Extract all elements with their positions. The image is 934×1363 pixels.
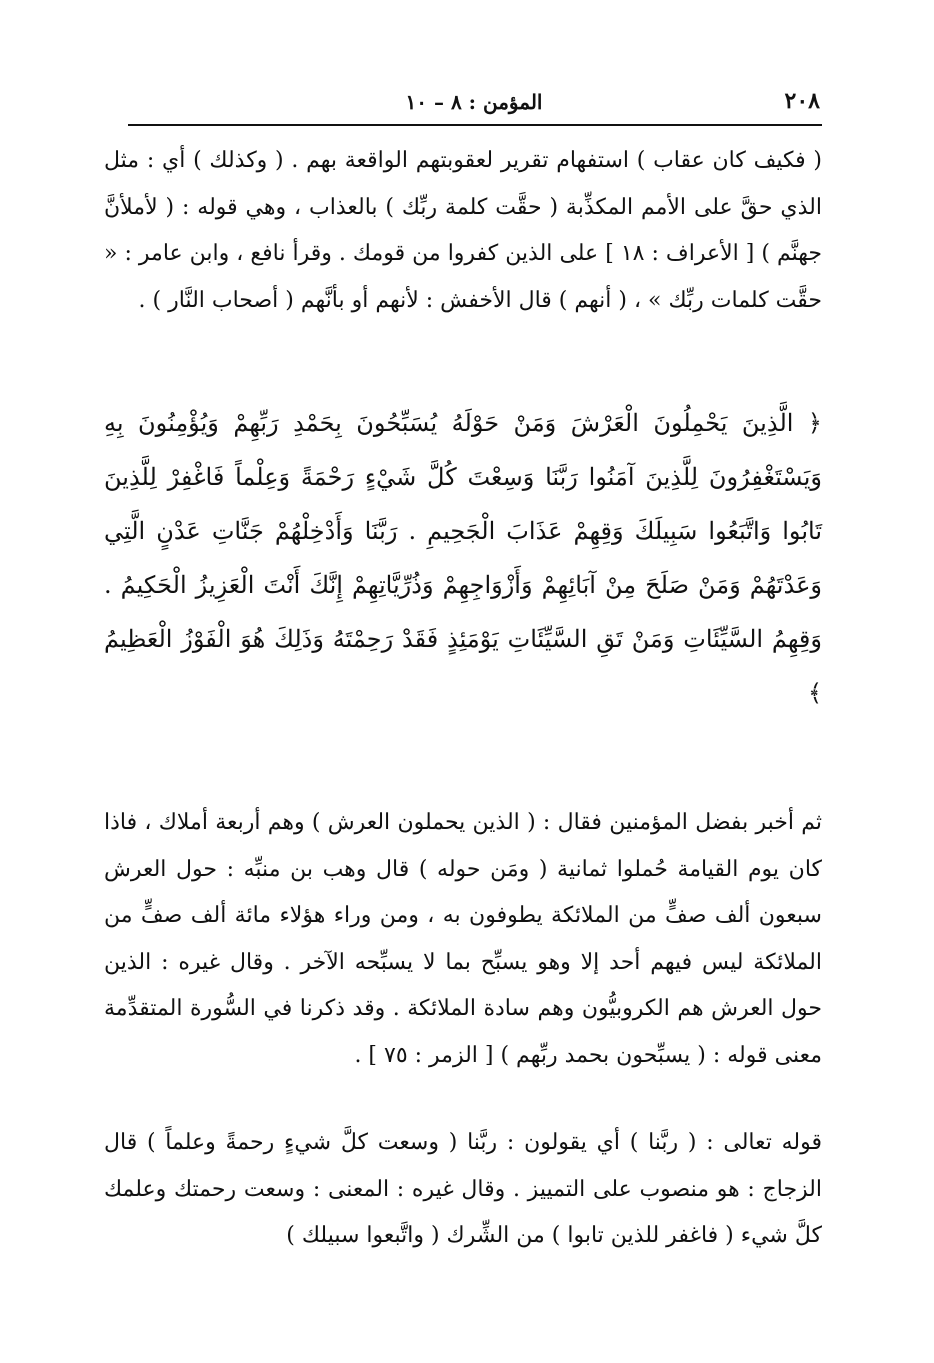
commentary-paragraph: ثم أخبر بفضل المؤمنين فقال : ( الذين يحملون العرش ) وهم أربعة أملاك ، فاذا كان يوم القيامة حُملوا ثمانية ( ومَن حوله ) قال وهب بن منبِّه : حول العرش سبعون ألف صفٍّ من الملائكة يطوفون به ، ومن وراء هؤلاء مائة ألف صفٍّ من الملائكة ليس فيهم أحد إلا وهو يسبِّح بما لا يسبِّحه الآخر . وقال غيره : الذين حول العرش هم الكروبيُّون وهم سادة الملائكة . وقد ذكرنا في السُّورة المتقدِّمة معنى قوله : ( يسبِّحون بحمد ربِّهم ) [ الزمر : ٧٥ ] .	[104, 810, 822, 1068]
intro-paragraph: ( فكيف كان عقاب ) استفهام تقرير لعقوبتهم الواقعة بهم . ( وكذلك ) أي : مثل الذي حقَّ على الأمم المكذِّبة ( حقَّت كلمة ربِّك ) بالعذاب ، وهي قوله : ( لأملأنَّ جهنَّم ) [ الأعراف : ١٨ ] على الذين كفروا من قومك . وقرأ نافع ، وابن عامر : « حقَّت كلمات ربِّك » ، ( أنهم ) قال الأخفش : لأنهم أو بأنَّهم ( أصحاب النَّار ) .	[104, 148, 822, 313]
page-number: ٢٠٨	[784, 88, 820, 114]
running-head: المؤمن : ٨ – ١٠	[405, 90, 543, 114]
quran-verse-block: ﴿ الَّذِينَ يَحْمِلُونَ الْعَرْشَ وَمَنْ حَوْلَهُ يُسَبِّحُونَ بِحَمْدِ رَبِّهِمْ وَيُؤْمِنُونَ بِهِ وَيَسْتَغْفِرُونَ لِلَّذِينَ آمَنُوا رَبَّنَا وَسِعْتَ كُلَّ شَيْءٍ رَحْمَةً وَعِلْماً فَاغْفِرْ لِلَّذِينَ تَابُوا وَاتَّبَعُوا سَبِيلَكَ وَقِهِمْ عَذَابَ الْجَحِيمِ . رَبَّنَا وَأَدْخِلْهُمْ جَنَّاتِ عَدْنٍ الَّتِي وَعَدْتَهُمْ وَمَنْ صَلَحَ مِنْ آبَائِهِمْ وَأَزْوَاجِهِمْ وَذُرِّيَّاتِهِمْ إِنَّكَ أَنْتَ الْعَزِيزُ الْحَكِيمُ . وَقِهِمُ السَّيِّئَاتِ وَمَنْ تَقِ السَّيِّئَاتِ يَوْمَئِذٍ فَقَدْ رَحِمْتَهُ وَذَلِكَ هُوَ الْفَوْزُ الْعَظِيمُ ﴾	[104, 409, 822, 707]
header-rule	[128, 124, 822, 126]
page-header	[128, 88, 820, 120]
tamyiz-paragraph: قوله تعالى : ( ربَّنا ) أي يقولون : ربَّنا ( وسعت كلَّ شيءٍ رحمةً وعلماً ) قال الزجاج : هو منصوب على التمييز . وقال غيره : المعنى : وسعت رحمتك وعلمك كلَّ شيء ( فاغفر للذين تابوا ) من الشِّرك ( واتَّبعوا سبيلك )	[104, 1130, 822, 1248]
